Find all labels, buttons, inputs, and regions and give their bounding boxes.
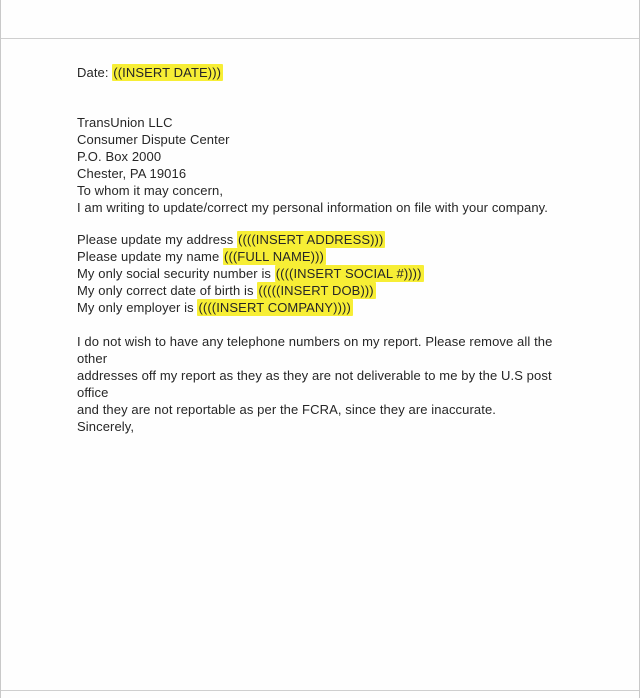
body-line: and they are not reportable as per the FCRA, since they are inaccurate. (77, 402, 496, 417)
request-ssn-prefix: My only social security number is (77, 266, 275, 281)
request-employer-prefix: My only employer is (77, 300, 198, 315)
update-requests-list (77, 231, 583, 316)
request-line-address (77, 231, 583, 248)
date-line (77, 64, 583, 81)
page-bottom-border (1, 690, 639, 691)
recipient-name: TransUnion LLC (77, 115, 173, 130)
request-address-prefix: Please update my address (77, 232, 238, 247)
request-dob-prefix: My only correct date of birth is (77, 283, 258, 298)
body-paragraph (77, 333, 583, 418)
body-line: I do not wish to have any telephone numbers on my report. Please remove all the other (77, 334, 553, 366)
recipient-po-box: P.O. Box 2000 (77, 149, 162, 164)
date-label: Date: (77, 65, 113, 80)
insert-date-placeholder: ((INSERT DATE))) (113, 65, 222, 80)
insert-address-placeholder: ((((INSERT ADDRESS))) (238, 232, 384, 247)
insert-company-placeholder: ((((INSERT COMPANY)))) (198, 300, 351, 315)
recipient-department: Consumer Dispute Center (77, 132, 230, 147)
recipient-city-state-zip: Chester, PA 19016 (77, 166, 187, 181)
request-name-prefix: Please update my name (77, 249, 224, 264)
insert-social-placeholder: ((((INSERT SOCIAL #)))) (275, 266, 422, 281)
letter-content (1, 39, 639, 435)
full-name-placeholder: (((FULL NAME))) (224, 249, 324, 264)
request-line-dob (77, 282, 583, 299)
closing: Sincerely, (77, 419, 135, 434)
intro-paragraph: I am writing to update/correct my personal information on file with your company. (77, 200, 549, 215)
salutation: To whom it may concern, (77, 183, 224, 198)
request-line-ssn (77, 265, 583, 282)
request-line-employer (77, 299, 583, 316)
body-line: addresses off my report as they as they are not deliverable to me by the U.S post office (77, 368, 552, 400)
insert-dob-placeholder: (((((INSERT DOB))) (258, 283, 374, 298)
recipient-address-block (77, 114, 583, 182)
request-line-name (77, 248, 583, 265)
